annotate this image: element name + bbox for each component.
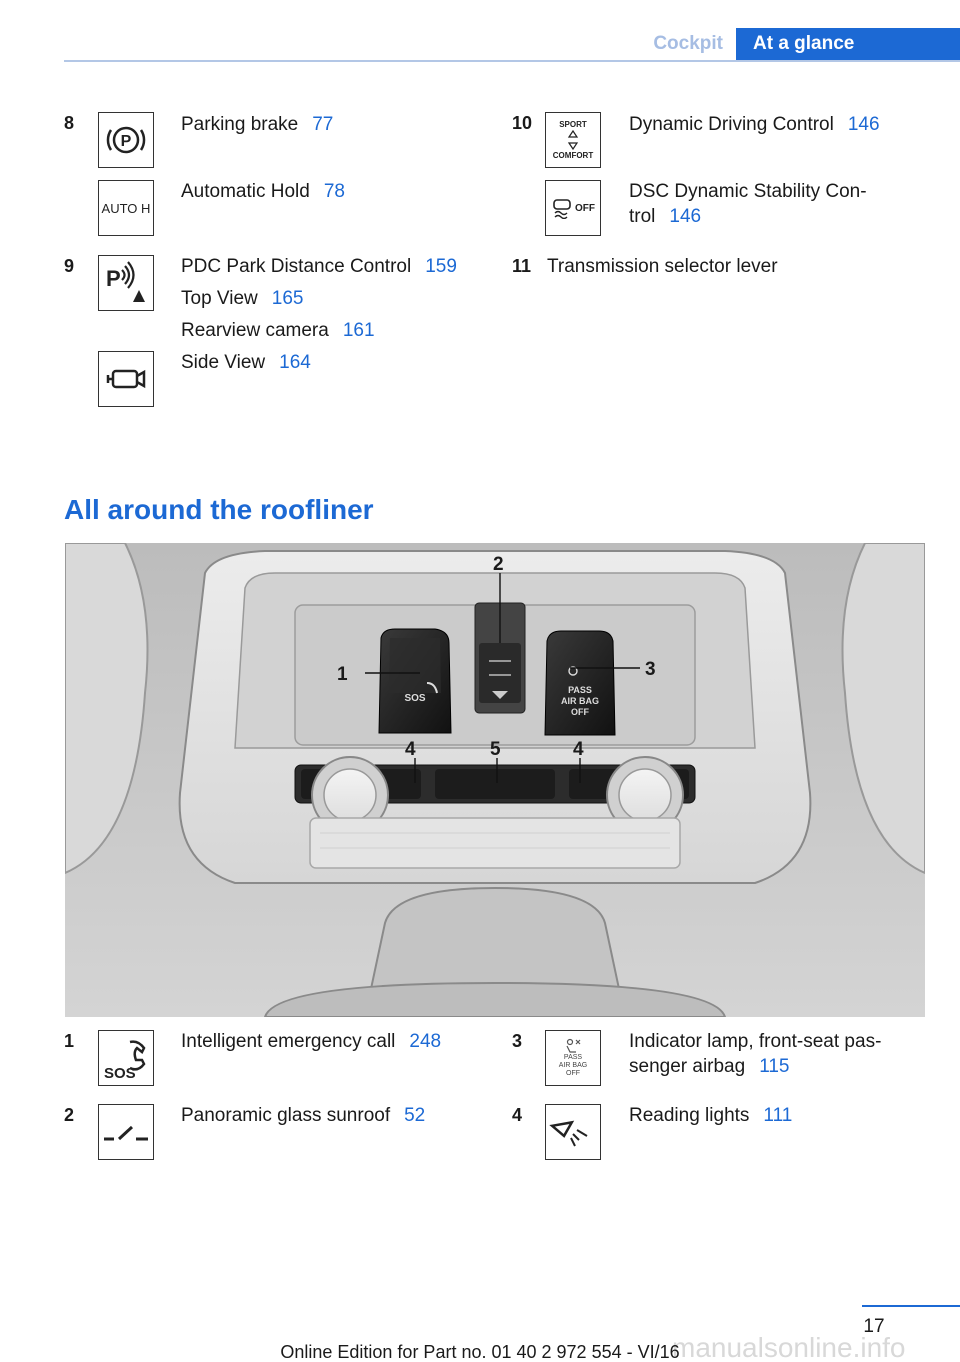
item-text [629, 179, 867, 229]
watermark: manualsonline.info [672, 1332, 906, 1362]
page-link[interactable]: 115 [759, 1056, 790, 1077]
callout-2: 2 [493, 554, 504, 575]
airbag-seat-icon [564, 1038, 582, 1054]
page-link[interactable]: 165 [271, 288, 304, 309]
item-text [181, 350, 311, 375]
item-text [181, 1029, 441, 1054]
side-view-camera-icon [98, 351, 154, 407]
item-text [629, 1029, 881, 1079]
item-text [629, 1103, 792, 1128]
item-label: Indicator lamp, front-seat pas- [629, 1031, 882, 1052]
sport-label: SPORT [559, 120, 587, 129]
item-number: 2 [64, 1105, 75, 1125]
sport-comfort-icon [545, 112, 601, 168]
page-link[interactable]: 159 [425, 256, 457, 277]
header-rule [64, 60, 960, 62]
sos-call-icon [98, 1030, 154, 1086]
dsc-off-icon [545, 180, 601, 236]
roofliner-illustration [65, 543, 925, 1017]
item-label: Parking brake [181, 114, 299, 135]
item-number: 3 [512, 1031, 523, 1051]
item-label: DSC Dynamic Stability Con- [629, 181, 867, 202]
page-link[interactable]: 146 [669, 206, 702, 227]
item-label: Intelligent emergency call [181, 1031, 396, 1052]
item-label: Dynamic Driving Control [629, 114, 834, 135]
parking-brake-icon [98, 112, 154, 168]
svg-text:P: P [106, 266, 121, 291]
item-number: 4 [512, 1105, 523, 1125]
callout-4-left: 4 [405, 739, 416, 760]
airbag-icon-line-3: OFF [566, 1070, 580, 1077]
page-link[interactable]: 78 [323, 181, 345, 202]
item-text [181, 286, 303, 311]
page-link[interactable]: 146 [847, 114, 880, 135]
airbag-label-2: AIR BAG [561, 696, 599, 706]
skidding-car-icon [551, 197, 573, 219]
item-label: Automatic Hold [181, 181, 310, 202]
airbag-label-1: PASS [568, 685, 592, 695]
page-link[interactable]: 52 [404, 1105, 426, 1126]
item-number: 1 [64, 1031, 75, 1051]
callout-3: 3 [645, 659, 656, 680]
up-down-arrows-icon [567, 129, 579, 151]
roofliner-drawing [65, 543, 925, 1017]
section-title: All around the roofliner [64, 494, 374, 525]
callout-1: 1 [337, 664, 348, 685]
svg-text:P: P [120, 133, 132, 150]
item-number: 9 [64, 256, 75, 276]
dsc-off-label: OFF [575, 202, 595, 214]
item-text [181, 179, 345, 204]
comfort-label: COMFORT [552, 151, 594, 160]
page-number: 17 [863, 1316, 885, 1337]
item-label-cont: senger airbag [629, 1056, 746, 1077]
callout-5: 5 [490, 739, 501, 760]
airbag-label-3: OFF [571, 707, 589, 717]
auto-hold-icon [98, 180, 154, 236]
item-label: Transmission selector lever [547, 256, 778, 277]
item-label: Reading lights [629, 1105, 750, 1126]
footer-rule [862, 1305, 960, 1307]
item-label-cont: trol [629, 206, 656, 227]
item-text [629, 112, 880, 137]
sos-icon-text: SOS [104, 1065, 136, 1082]
item-text [181, 318, 375, 343]
item-text [181, 112, 333, 137]
sunroof-icon [98, 1104, 154, 1160]
item-number: 8 [64, 113, 75, 133]
sos-button-label: SOS [404, 693, 426, 704]
item-label: Panoramic glass sunroof [181, 1105, 391, 1126]
footer-edition-text: Online Edition for Part no. 01 40 2 972 554 - VI/16 [280, 1342, 680, 1362]
passenger-airbag-off-icon [545, 1030, 601, 1086]
item-label: Top View [181, 288, 258, 309]
reading-light-icon [545, 1104, 601, 1160]
pdc-icon [98, 255, 154, 311]
callout-4-right: 4 [573, 739, 584, 760]
page-link[interactable]: 161 [342, 320, 375, 341]
page-link[interactable]: 248 [409, 1031, 442, 1052]
airbag-icon-line-1: PASS [563, 1054, 583, 1061]
item-text [181, 1103, 425, 1128]
item-number: 10 [512, 113, 533, 133]
item-number: 11 [512, 256, 532, 276]
page-link[interactable]: 164 [279, 352, 311, 373]
item-text [181, 254, 457, 279]
header-section-label: Cockpit [653, 33, 723, 54]
item-label: Side View [181, 352, 266, 373]
airbag-icon-line-2: AIR BAG [558, 1062, 588, 1069]
auto-hold-icon-text: AUTO H [101, 200, 151, 216]
item-label: PDC Park Distance Control [181, 256, 412, 277]
item-label: Rearview camera [181, 320, 329, 341]
page-link[interactable]: 77 [312, 114, 334, 135]
page-link[interactable]: 111 [763, 1105, 793, 1126]
header-tab: At a glance [736, 28, 960, 60]
